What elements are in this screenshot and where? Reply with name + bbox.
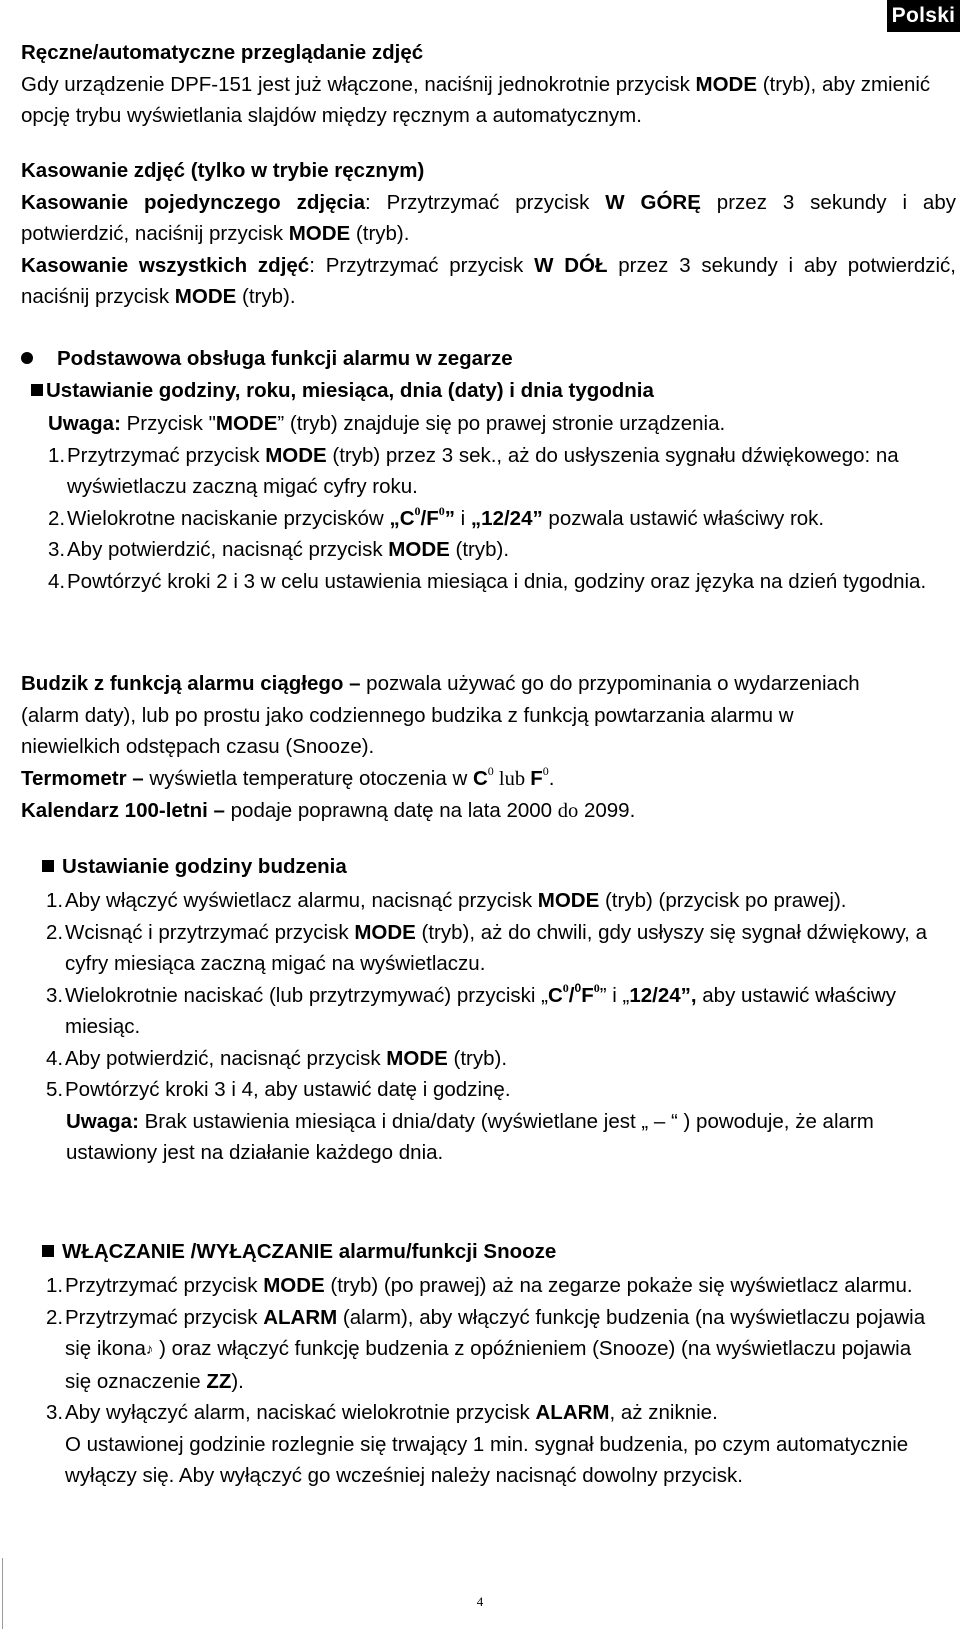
square-bullet-icon — [42, 1245, 54, 1257]
budzik-label: Budzik z funkcją alarmu ciągłego – — [21, 672, 361, 695]
snooze-heading-row — [42, 1236, 556, 1268]
list-item — [48, 534, 928, 566]
text: (tryb). — [447, 1046, 508, 1070]
delete-all-paragraph — [21, 250, 956, 313]
mode-key-label: MODE — [265, 443, 327, 467]
alarm-key-label: ALARM — [535, 1401, 610, 1424]
snooze-heading: WŁĄCZANIE /WYŁĄCZANIE alarmu/funkcji Snooze — [62, 1240, 557, 1263]
datetime-steps — [48, 440, 928, 598]
datetime-note — [48, 408, 928, 440]
step-number: 4. — [48, 569, 66, 593]
text: do — [557, 800, 579, 822]
degree-sup: 0 — [438, 503, 445, 518]
datetime-subheading-row — [31, 375, 654, 407]
text: przez 3 sekundy i aby potwierdzić, naciśnij przycisk — [21, 253, 956, 308]
text: aby ustawić właściwy miesiąc. — [65, 983, 896, 1038]
step-text — [65, 885, 952, 917]
wake-heading-row — [42, 851, 347, 883]
celsius-label: C — [472, 766, 488, 790]
intro-text: Gdy urządzenie DPF-151 jest już włączone, naciśnij jednokrotnie przycisk — [21, 72, 696, 96]
round-bullet-icon — [21, 352, 33, 364]
text: ” (tryb) znajduje się po prawej stronie urządzenia. — [277, 412, 726, 435]
text: Aby potwierdzić, nacisnąć przycisk — [65, 1046, 387, 1070]
intro-text-end: (tryb), aby zmienić opcję trybu wyświetlania slajdów między ręcznym a automatycznym. — [21, 72, 931, 127]
step-number: 1. — [48, 443, 66, 467]
budzik-paragraph — [21, 668, 871, 763]
step-text: Powtórzyć kroki 2 i 3 w celu ustawienia miesiąca i dnia, godziny oraz języka na dzień tygodnia. — [67, 569, 927, 593]
intro-paragraph — [21, 69, 956, 132]
language-badge: Polski — [887, 0, 960, 32]
alarm-basics-heading: Podstawowa obsługa funkcji alarmu w zegarze — [57, 347, 513, 370]
text: lub — [493, 767, 531, 790]
kalendarz-paragraph — [21, 795, 871, 828]
cf-key-label — [389, 503, 455, 530]
datetime-instructions — [48, 408, 928, 597]
text: O ustawionej godzinie rozlegnie się trwający 1 min. sygnał budzenia, po czym automatycznie wyłączy się. Aby wyłączyć go wcześniej należy nacisnąć dowolny przycisk. — [65, 1432, 909, 1487]
step-text — [65, 980, 952, 1043]
degree-sup: 0 — [414, 503, 421, 518]
list-item — [46, 1270, 926, 1302]
step-text — [65, 1397, 926, 1492]
text: 2099. — [578, 799, 636, 822]
text: Aby włączyć wyświetlacz alarmu, nacisnąć przycisk — [65, 889, 538, 912]
step-number: 4. — [46, 1046, 64, 1070]
list-item — [48, 566, 928, 598]
text: Przytrzymać przycisk — [65, 1274, 264, 1297]
degree-sup: 0 — [487, 763, 494, 778]
datetime-subheading: Ustawianie godziny, roku, miesiąca, dnia (daty) i dnia tygodnia — [46, 379, 654, 402]
degree-sup: 0 — [562, 980, 569, 995]
step-number: 2. — [46, 920, 64, 944]
text: : Przytrzymać przycisk — [365, 190, 606, 214]
text: Aby wyłączyć alarm, naciskać wielokrotnie przycisk — [65, 1401, 536, 1424]
list-item — [46, 1302, 926, 1398]
alarm-key-label: ALARM — [263, 1305, 338, 1329]
up-key-label: W GÓRĘ — [605, 190, 701, 214]
down-key-label: W DÓŁ — [534, 253, 608, 277]
step-number: 2. — [46, 1305, 64, 1329]
text: ). — [231, 1369, 244, 1393]
text: Wielokrotne naciskanie przycisków — [67, 506, 390, 530]
note-label: Uwaga: — [66, 1109, 139, 1133]
step-number: 2. — [48, 506, 66, 530]
list-item — [46, 1074, 952, 1106]
cf-key-label — [547, 980, 600, 1007]
text: (tryb) (przycisk po prawej). — [599, 889, 847, 912]
degree-sup: 0 — [593, 980, 600, 995]
text: przez 3 sekundy i aby potwierdzić, naciśnij przycisk — [21, 190, 956, 245]
wake-steps — [46, 885, 952, 1106]
mode-key-label: MODE — [263, 1274, 325, 1297]
text: / — [568, 983, 575, 1007]
text: pozwala ustawić właściwy rok. — [542, 506, 825, 530]
list-item — [48, 440, 928, 503]
step-text: Powtórzyć kroki 3 i 4, aby ustawić datę i godzinę. — [65, 1078, 511, 1101]
step-text — [67, 503, 928, 535]
text: wyświetla temperaturę otoczenia w — [143, 766, 473, 790]
list-item — [48, 503, 928, 535]
text: Aby potwierdzić, nacisnąć przycisk — [67, 538, 389, 561]
text: ” i „ — [599, 983, 630, 1007]
step-text — [67, 440, 928, 503]
step-text — [65, 1270, 926, 1302]
text: pozwala używać go do przypominania o wydarzeniach (alarm daty), lub po prostu jako codziennego budzika z funkcją powtarzania alarmu w niewielkich odstępach czasu (Snooze). — [21, 672, 860, 758]
note-label: Uwaga: — [48, 412, 121, 435]
square-bullet-icon — [42, 860, 54, 872]
step-number: 3. — [46, 983, 64, 1007]
list-item — [46, 1043, 952, 1075]
step-number: 1. — [46, 889, 64, 912]
step-text — [65, 1302, 926, 1398]
text: Przytrzymać przycisk — [65, 1305, 264, 1329]
step-number: 5. — [46, 1078, 64, 1101]
text: (alarm), aby włączyć funkcję budzenia (na wyświetlaczu pojawia się ikona — [65, 1305, 926, 1360]
alarm-bell-icon: ♪ — [145, 1341, 154, 1358]
text: , aż zniknie. — [609, 1401, 718, 1424]
intro-section — [21, 37, 956, 132]
step-text — [65, 917, 952, 980]
text: i — [454, 506, 471, 530]
text: (tryb). — [236, 285, 296, 308]
delete-single-paragraph — [21, 187, 956, 250]
text: C — [547, 983, 563, 1007]
intro-heading: Ręczne/automatyczne przeglądanie zdjęć — [21, 41, 424, 64]
12-24-key-label: 12/24”, — [629, 983, 697, 1007]
degree-sup: 0 — [542, 763, 549, 778]
text: ” — [444, 506, 455, 530]
wake-note — [46, 1106, 952, 1169]
mode-key-label: MODE — [386, 1046, 448, 1070]
12-24-key-label: „12/24” — [470, 506, 543, 530]
delete-heading: Kasowanie zdjęć (tylko w trybie ręcznym) — [21, 159, 425, 182]
mode-key-label: MODE — [215, 412, 278, 435]
text: ) oraz włączyć funkcję budzenia z opóźnieniem (Snooze) (na wyświetlaczu pojawia się oznaczenie — [65, 1337, 912, 1393]
features-section — [21, 668, 871, 828]
text: Wcisnąć i przytrzymać przycisk — [65, 920, 355, 944]
text: (tryb), aż do chwili, gdy usłyszy się sygnał dźwiękowy, a cyfry miesiąca zaczną migać na wyświetlaczu. — [65, 920, 927, 975]
list-item — [46, 1397, 926, 1492]
step-text — [67, 534, 928, 566]
text: . — [548, 766, 555, 790]
step-number: 1. — [46, 1274, 64, 1297]
step-number: 3. — [48, 538, 66, 561]
text: podaje poprawną datę na lata 2000 — [224, 799, 558, 822]
text: „C — [389, 506, 415, 530]
text: (tryb). — [449, 538, 510, 561]
square-bullet-icon — [31, 384, 43, 396]
text: : Przytrzymać przycisk — [309, 253, 535, 277]
wake-instructions — [46, 885, 952, 1169]
page-number: 4 — [476, 1594, 484, 1609]
text: /F — [420, 506, 439, 530]
text: (tryb). — [350, 222, 410, 245]
text: (tryb) przez 3 sek., aż do usłyszenia sygnału dźwiękowego: na wyświetlaczu zaczną migać cyfry roku. — [67, 443, 899, 498]
mode-key-label: MODE — [537, 889, 600, 912]
wake-heading: Ustawianie godziny budzenia — [62, 855, 347, 878]
kalendarz-label: Kalendarz 100-letni – — [21, 799, 225, 822]
mode-key-label: MODE — [388, 538, 450, 561]
alarm-basics-heading-row — [21, 343, 513, 375]
delete-single-label: Kasowanie pojedynczego zdjęcia — [21, 190, 365, 214]
zz-indicator-label: ZZ — [206, 1369, 232, 1393]
termometr-label: Termometr – — [21, 766, 144, 790]
text: Wielokrotnie naciskać (lub przytrzymywać) przyciski „ — [65, 983, 548, 1007]
list-item — [46, 885, 952, 917]
text: F — [581, 983, 594, 1007]
delete-section — [21, 155, 956, 313]
snooze-steps — [46, 1270, 926, 1492]
mode-key-label: MODE — [354, 920, 416, 944]
delete-all-label: Kasowanie wszystkich zdjęć — [21, 253, 310, 277]
step-number: 3. — [46, 1401, 64, 1424]
snooze-instructions — [46, 1270, 926, 1492]
termometr-paragraph — [21, 763, 871, 796]
mode-key-label: MODE — [174, 285, 237, 308]
text: (tryb) (po prawej) aż na zegarze pokaże się wyświetlacz alarmu. — [324, 1274, 913, 1297]
list-item — [46, 917, 952, 980]
text: Przytrzymać przycisk — [67, 443, 266, 467]
text: Brak ustawienia miesiąca i dnia/daty (wyświetlane jest „ – “ ) powoduje, że alarm ustawiony jest na działanie każdego dnia. — [66, 1109, 874, 1164]
list-item — [46, 980, 952, 1043]
text: Przycisk " — [120, 412, 216, 435]
fahrenheit-label: F — [530, 766, 543, 790]
degree-sup: 0 — [574, 980, 582, 995]
mode-key-label: MODE — [288, 222, 351, 245]
mode-key-label: MODE — [695, 72, 758, 96]
step-text — [65, 1043, 952, 1075]
